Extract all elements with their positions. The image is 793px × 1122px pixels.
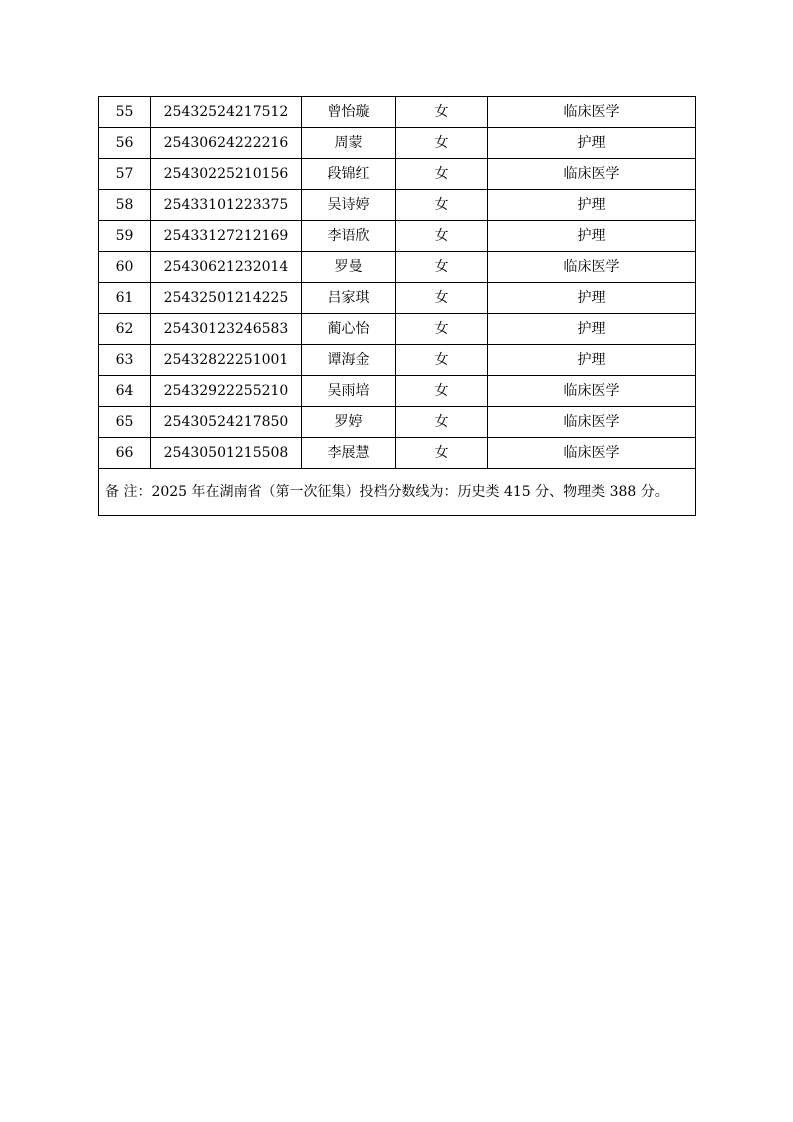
candidate-id-cell: 25430225210156 bbox=[151, 159, 302, 190]
candidate-id-cell: 25432524217512 bbox=[151, 97, 302, 128]
gender-cell: 女 bbox=[396, 97, 488, 128]
row-number-cell: 55 bbox=[99, 97, 151, 128]
major-cell: 临床医学 bbox=[488, 376, 696, 407]
candidate-id-cell: 25432822251001 bbox=[151, 345, 302, 376]
table-row bbox=[99, 376, 696, 407]
table-row bbox=[99, 221, 696, 252]
row-number-cell: 59 bbox=[99, 221, 151, 252]
major-cell: 护理 bbox=[488, 345, 696, 376]
candidate-id-cell: 25430501215508 bbox=[151, 438, 302, 469]
major-cell: 临床医学 bbox=[488, 97, 696, 128]
gender-cell: 女 bbox=[396, 252, 488, 283]
table-row bbox=[99, 128, 696, 159]
table-row bbox=[99, 252, 696, 283]
row-number-cell: 66 bbox=[99, 438, 151, 469]
student-name-cell: 吴雨培 bbox=[302, 376, 396, 407]
student-name-cell: 吴诗婷 bbox=[302, 190, 396, 221]
major-cell: 临床医学 bbox=[488, 159, 696, 190]
student-name-cell: 段锦红 bbox=[302, 159, 396, 190]
table-row bbox=[99, 283, 696, 314]
row-number-cell: 62 bbox=[99, 314, 151, 345]
row-number-cell: 61 bbox=[99, 283, 151, 314]
candidate-id-cell: 25430524217850 bbox=[151, 407, 302, 438]
document-page bbox=[98, 96, 695, 516]
major-cell: 护理 bbox=[488, 190, 696, 221]
candidate-id-cell: 25433127212169 bbox=[151, 221, 302, 252]
gender-cell: 女 bbox=[396, 438, 488, 469]
candidate-id-cell: 25433101223375 bbox=[151, 190, 302, 221]
admission-table bbox=[98, 96, 696, 516]
gender-cell: 女 bbox=[396, 221, 488, 252]
candidate-id-cell: 25432922255210 bbox=[151, 376, 302, 407]
note-row bbox=[99, 469, 696, 516]
candidate-id-cell: 25430624222216 bbox=[151, 128, 302, 159]
student-name-cell: 罗婷 bbox=[302, 407, 396, 438]
table-body bbox=[99, 97, 696, 516]
candidate-id-cell: 25430123246583 bbox=[151, 314, 302, 345]
gender-cell: 女 bbox=[396, 283, 488, 314]
student-name-cell: 曾怡璇 bbox=[302, 97, 396, 128]
table-row bbox=[99, 438, 696, 469]
table-row bbox=[99, 159, 696, 190]
gender-cell: 女 bbox=[396, 128, 488, 159]
student-name-cell: 罗曼 bbox=[302, 252, 396, 283]
student-name-cell: 谭海金 bbox=[302, 345, 396, 376]
student-name-cell: 李展慧 bbox=[302, 438, 396, 469]
major-cell: 护理 bbox=[488, 221, 696, 252]
major-cell: 护理 bbox=[488, 314, 696, 345]
row-number-cell: 56 bbox=[99, 128, 151, 159]
major-cell: 临床医学 bbox=[488, 438, 696, 469]
major-cell: 护理 bbox=[488, 283, 696, 314]
table-row bbox=[99, 407, 696, 438]
table-row bbox=[99, 314, 696, 345]
major-cell: 临床医学 bbox=[488, 407, 696, 438]
gender-cell: 女 bbox=[396, 345, 488, 376]
gender-cell: 女 bbox=[396, 376, 488, 407]
table-row bbox=[99, 190, 696, 221]
student-name-cell: 周蒙 bbox=[302, 128, 396, 159]
row-number-cell: 60 bbox=[99, 252, 151, 283]
row-number-cell: 57 bbox=[99, 159, 151, 190]
major-cell: 临床医学 bbox=[488, 252, 696, 283]
gender-cell: 女 bbox=[396, 190, 488, 221]
candidate-id-cell: 25432501214225 bbox=[151, 283, 302, 314]
row-number-cell: 64 bbox=[99, 376, 151, 407]
gender-cell: 女 bbox=[396, 407, 488, 438]
row-number-cell: 63 bbox=[99, 345, 151, 376]
row-number-cell: 58 bbox=[99, 190, 151, 221]
major-cell: 护理 bbox=[488, 128, 696, 159]
table-note: 备 注：2025 年在湖南省（第一次征集）投档分数线为：历史类 415 分、物理类 388 分。 bbox=[99, 469, 696, 516]
table-row bbox=[99, 345, 696, 376]
candidate-id-cell: 25430621232014 bbox=[151, 252, 302, 283]
student-name-cell: 蔺心怡 bbox=[302, 314, 396, 345]
row-number-cell: 65 bbox=[99, 407, 151, 438]
table-row bbox=[99, 97, 696, 128]
gender-cell: 女 bbox=[396, 159, 488, 190]
student-name-cell: 李语欣 bbox=[302, 221, 396, 252]
student-name-cell: 吕家琪 bbox=[302, 283, 396, 314]
gender-cell: 女 bbox=[396, 314, 488, 345]
